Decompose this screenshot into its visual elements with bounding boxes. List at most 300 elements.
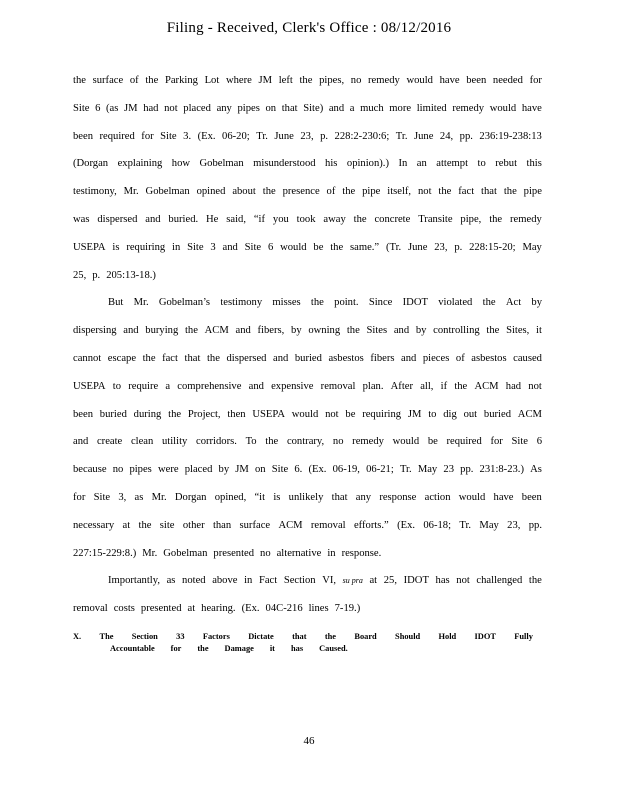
word: He	[206, 213, 219, 225]
word: 24,	[439, 130, 454, 142]
word: contrary,	[286, 436, 325, 448]
text-line	[73, 289, 542, 317]
word: (as	[106, 102, 119, 114]
word: Mr.	[123, 186, 139, 198]
word: escape	[107, 352, 137, 364]
text-line	[73, 262, 542, 290]
word: and	[235, 325, 251, 337]
word: the	[528, 575, 542, 587]
word: pipe,	[460, 213, 482, 225]
text-line	[73, 595, 542, 623]
word: removal	[320, 380, 356, 392]
word: for	[170, 644, 182, 653]
text-line	[73, 373, 542, 401]
word: ACM	[278, 519, 303, 531]
word: placed	[184, 464, 213, 476]
filing-stamp-header: Filing - Received, Clerk's Office : 08/12/2016	[166, 20, 452, 36]
word: out	[463, 408, 478, 420]
text-line	[73, 484, 542, 512]
word: would	[406, 75, 433, 86]
word: (Ex.	[397, 519, 416, 531]
word: plan.	[362, 380, 384, 392]
word: fibers,	[257, 325, 285, 337]
word: USEPA	[73, 380, 106, 392]
word: p.	[454, 241, 463, 253]
word: ACM	[517, 408, 542, 420]
word: The	[99, 632, 114, 641]
word: Damage	[224, 644, 254, 653]
word: Gobelman	[199, 158, 244, 170]
word: and	[73, 436, 89, 448]
word: surface	[239, 519, 271, 531]
word: X.	[73, 632, 82, 641]
word: p.	[320, 130, 329, 142]
word: to	[112, 380, 122, 392]
word: a	[165, 380, 171, 392]
word: 236:19-238:13	[479, 130, 542, 142]
word: the	[353, 213, 367, 225]
word: Act	[505, 297, 522, 309]
word: than	[212, 519, 232, 531]
word: the	[138, 519, 152, 531]
word: Site	[271, 464, 289, 476]
word: corridors.	[196, 436, 237, 448]
word: 23,	[434, 241, 448, 253]
word: Mr.	[151, 491, 167, 503]
word: for	[73, 491, 86, 503]
word: not	[456, 575, 470, 587]
word: (Ex.	[308, 464, 327, 476]
word: the	[168, 408, 182, 420]
word: would	[489, 102, 517, 114]
word: at	[187, 603, 196, 615]
word: by	[291, 325, 302, 337]
word: Tr.	[399, 464, 412, 476]
word: in	[327, 547, 336, 559]
text-line	[73, 317, 542, 345]
word: no	[112, 464, 124, 476]
word: buried.	[168, 213, 199, 225]
word: But	[108, 297, 124, 309]
word: pipes	[129, 464, 152, 476]
word: the	[262, 186, 276, 198]
word: alternative	[276, 547, 322, 559]
word: point.	[334, 297, 359, 309]
word: “it	[254, 491, 266, 503]
text-line	[73, 206, 542, 234]
word: this	[526, 158, 542, 170]
word: of	[326, 186, 336, 198]
word: Tr.	[256, 130, 268, 142]
word: you	[272, 213, 289, 225]
word: and	[145, 213, 161, 225]
word: by	[218, 464, 230, 476]
word: other	[182, 519, 205, 531]
word: Hold	[438, 632, 457, 641]
word: 23,	[507, 519, 521, 531]
word: necessary	[73, 519, 115, 531]
word: costs	[113, 603, 135, 615]
word: In	[398, 158, 408, 170]
word: the	[73, 75, 86, 86]
word: the	[142, 352, 156, 364]
word: asbestos	[471, 352, 507, 364]
word: surface	[92, 75, 124, 86]
word: 231:8-23.)	[479, 464, 524, 476]
word: would	[291, 408, 319, 420]
text-line	[73, 123, 542, 151]
word: ACM	[474, 380, 499, 392]
word: not	[325, 408, 339, 420]
word: for	[529, 75, 542, 86]
word: 04C-216	[265, 603, 303, 615]
word: is	[112, 241, 120, 253]
word: had	[505, 380, 522, 392]
word: Site	[73, 102, 90, 114]
word: no	[350, 75, 362, 86]
word: the	[299, 75, 313, 86]
word: a	[349, 102, 355, 114]
word: and	[393, 325, 410, 337]
word: After	[390, 380, 414, 392]
word: limited	[416, 102, 447, 114]
word: not	[417, 186, 432, 198]
word: 23	[443, 464, 454, 476]
word: 06-20;	[222, 130, 250, 142]
word: been	[466, 75, 487, 86]
text-line	[73, 150, 542, 178]
word: testimony	[220, 297, 263, 309]
word: action	[424, 491, 451, 503]
word: required	[446, 436, 482, 448]
word: hearing.	[201, 603, 236, 615]
word: in	[244, 575, 253, 587]
word: buried	[294, 352, 322, 364]
word: left	[278, 75, 293, 86]
word: testimony,	[73, 186, 117, 198]
word: IDOT	[402, 297, 428, 309]
text-line	[73, 512, 542, 540]
word: owning	[308, 325, 341, 337]
word: the	[342, 186, 356, 198]
word: the	[197, 644, 209, 653]
word: needed	[492, 75, 523, 86]
word: pp.	[528, 519, 542, 531]
word: an	[416, 158, 427, 170]
word: Dictate	[248, 632, 274, 641]
word: remedy	[452, 102, 485, 114]
word: pp.	[459, 130, 473, 142]
word: pipe	[362, 186, 381, 198]
word: Importantly,	[108, 575, 160, 587]
word: May	[417, 464, 438, 476]
word: response.	[341, 547, 382, 559]
word: pieces	[422, 352, 450, 364]
word: removal	[73, 603, 108, 615]
word: lines	[308, 603, 329, 615]
word: about	[232, 186, 256, 198]
word: burying	[145, 325, 179, 337]
word: Tr.	[459, 519, 472, 531]
word: buried	[483, 408, 511, 420]
word: efforts.”	[353, 519, 389, 531]
word: more	[389, 102, 412, 114]
word: IDOT	[403, 575, 429, 587]
word: not	[528, 380, 542, 392]
word: that	[184, 352, 201, 364]
word: were	[157, 464, 179, 476]
word: Mr.	[133, 297, 149, 309]
word: pipes	[237, 102, 260, 114]
word: the	[184, 325, 198, 337]
word: that	[292, 632, 307, 641]
word: been	[521, 491, 542, 503]
word: p.	[92, 269, 101, 281]
word: any	[216, 102, 232, 114]
word: Site	[93, 491, 111, 503]
text-line	[73, 428, 542, 456]
text-line	[73, 567, 542, 595]
word: in	[172, 241, 181, 253]
word: Lot	[204, 75, 220, 86]
word: pipe	[523, 186, 542, 198]
word: and	[123, 325, 139, 337]
word: the	[310, 297, 324, 309]
word: To	[245, 436, 257, 448]
word: June	[274, 130, 294, 142]
word: it	[269, 644, 275, 653]
word: of	[455, 352, 465, 364]
word: the	[145, 75, 159, 86]
word: Project,	[187, 408, 221, 420]
word: explaining	[117, 158, 163, 170]
word: controlling	[433, 325, 480, 337]
text-line	[73, 95, 542, 123]
word: the	[265, 436, 279, 448]
word: unlikely	[288, 491, 324, 503]
word: then	[227, 408, 246, 420]
word: 227:15-229:8.)	[73, 547, 137, 559]
word: that	[281, 102, 298, 114]
word: not	[164, 102, 178, 114]
word: remedy	[510, 213, 542, 225]
word: no	[332, 436, 344, 448]
word: IDOT	[474, 632, 496, 641]
word: fibers	[370, 352, 395, 364]
word: misses	[272, 297, 301, 309]
word: misunderstood	[253, 158, 316, 170]
word: 228:15-20;	[469, 241, 516, 253]
word: asbestos	[328, 352, 364, 364]
word: presented	[140, 603, 182, 615]
word: was	[73, 213, 90, 225]
word: removal	[310, 519, 346, 531]
word: Section	[283, 575, 316, 587]
word: the	[438, 186, 452, 198]
word: challenged	[476, 575, 523, 587]
word: by	[531, 297, 542, 309]
word: 3,	[118, 491, 127, 503]
word: fact	[458, 186, 475, 198]
text-line	[73, 401, 542, 429]
word: same.”	[350, 241, 380, 253]
word: the	[482, 297, 496, 309]
word: opined,	[214, 491, 247, 503]
text-line	[73, 456, 542, 484]
word: would	[458, 491, 486, 503]
word: opinion).)	[346, 158, 389, 170]
word: and	[401, 352, 417, 364]
text-line	[73, 540, 542, 568]
word: Gobelman	[163, 547, 208, 559]
word: JM	[258, 75, 273, 86]
word: June	[408, 241, 428, 253]
word: placed	[183, 102, 211, 114]
word: for	[141, 130, 154, 142]
word: been	[73, 130, 93, 142]
word: utility	[162, 436, 188, 448]
word: said,	[226, 213, 246, 225]
word: been	[73, 408, 93, 420]
word: Accountable	[110, 644, 155, 653]
word: the	[486, 325, 500, 337]
word: Factors	[202, 632, 230, 641]
text-line	[73, 345, 542, 373]
word: buried	[99, 408, 127, 420]
word: USEPA	[73, 241, 106, 253]
word: the	[206, 352, 220, 364]
word: May	[522, 241, 542, 253]
word: the	[489, 213, 503, 225]
word: JM	[124, 102, 138, 114]
word: if	[440, 380, 448, 392]
word: is	[273, 491, 281, 503]
word: May	[479, 519, 499, 531]
word: took	[296, 213, 316, 225]
word: expensive	[271, 380, 314, 392]
word: clean	[130, 436, 154, 448]
word: Section	[131, 632, 158, 641]
word: has	[435, 575, 450, 587]
word: Site	[511, 436, 529, 448]
word: dispersed	[226, 352, 267, 364]
word: the	[503, 186, 517, 198]
word: 205:13-18.)	[106, 269, 156, 281]
word: 25,	[383, 575, 397, 587]
section-heading-line	[73, 631, 533, 643]
text-line	[73, 67, 542, 95]
word: Gobelman’s	[158, 297, 211, 309]
word: the	[330, 241, 344, 253]
word: for	[490, 436, 503, 448]
word: Site)	[303, 102, 324, 114]
word: pipes,	[319, 75, 345, 86]
word: Parking	[164, 75, 198, 86]
word: require	[128, 380, 159, 392]
italic-word: su pra	[342, 576, 363, 586]
word: that	[331, 491, 348, 503]
word: the	[324, 632, 337, 641]
word: of	[129, 75, 139, 86]
word: where	[225, 75, 252, 86]
word: presence	[282, 186, 320, 198]
word: requiring	[362, 408, 402, 420]
word: as	[134, 491, 144, 503]
word: June	[413, 130, 434, 142]
section-heading	[73, 631, 533, 655]
word: 228:2-230:6;	[334, 130, 390, 142]
word: (Dorgan	[73, 158, 109, 170]
word: be	[313, 241, 324, 253]
word: 06-19,	[332, 464, 360, 476]
text-line	[73, 234, 542, 262]
word: violated	[438, 297, 473, 309]
word: Fact	[258, 575, 278, 587]
text-line	[73, 178, 542, 206]
word: (Ex.	[197, 130, 216, 142]
document-body	[73, 67, 542, 623]
word: pp.	[460, 464, 474, 476]
word: Sites,	[506, 325, 530, 337]
word: requiring	[126, 241, 166, 253]
word: dig	[443, 408, 457, 420]
word: dispersing	[73, 325, 117, 337]
word: Site	[244, 241, 262, 253]
word: have	[439, 75, 460, 86]
word: response	[379, 491, 417, 503]
word: and	[248, 380, 264, 392]
word: all,	[420, 380, 434, 392]
word: VI,	[322, 575, 337, 587]
word: at	[122, 519, 131, 531]
word: USEPA	[252, 408, 285, 420]
word: that	[481, 186, 497, 198]
word: remedy	[352, 436, 384, 448]
word: have	[521, 102, 542, 114]
word: Site	[160, 130, 177, 142]
word: Dorgan	[174, 491, 207, 503]
word: presented	[213, 547, 255, 559]
word: the	[454, 380, 468, 392]
word: much	[360, 102, 384, 114]
word: dispersed	[97, 213, 138, 225]
word: 6.	[294, 464, 303, 476]
word: and	[328, 102, 345, 114]
word: 23,	[300, 130, 314, 142]
word: 33	[176, 632, 185, 641]
word: and	[273, 352, 289, 364]
word: concrete	[374, 213, 411, 225]
word: Tr.	[395, 130, 408, 142]
word: 3.	[183, 130, 192, 142]
word: rebut	[495, 158, 518, 170]
word: no	[260, 547, 271, 559]
word: 6	[267, 241, 274, 253]
section-heading-line	[73, 643, 533, 655]
word: how	[171, 158, 191, 170]
word: (Ex.	[241, 603, 260, 615]
page-number: 46	[303, 735, 315, 747]
word: Should	[395, 632, 421, 641]
word: Sites	[366, 325, 388, 337]
word: Caused.	[319, 644, 348, 653]
word: “if	[253, 213, 266, 225]
word: Since	[368, 297, 393, 309]
word: Site	[187, 241, 204, 253]
word: 06-21;	[366, 464, 394, 476]
word: to	[428, 408, 437, 420]
word: his	[325, 158, 338, 170]
